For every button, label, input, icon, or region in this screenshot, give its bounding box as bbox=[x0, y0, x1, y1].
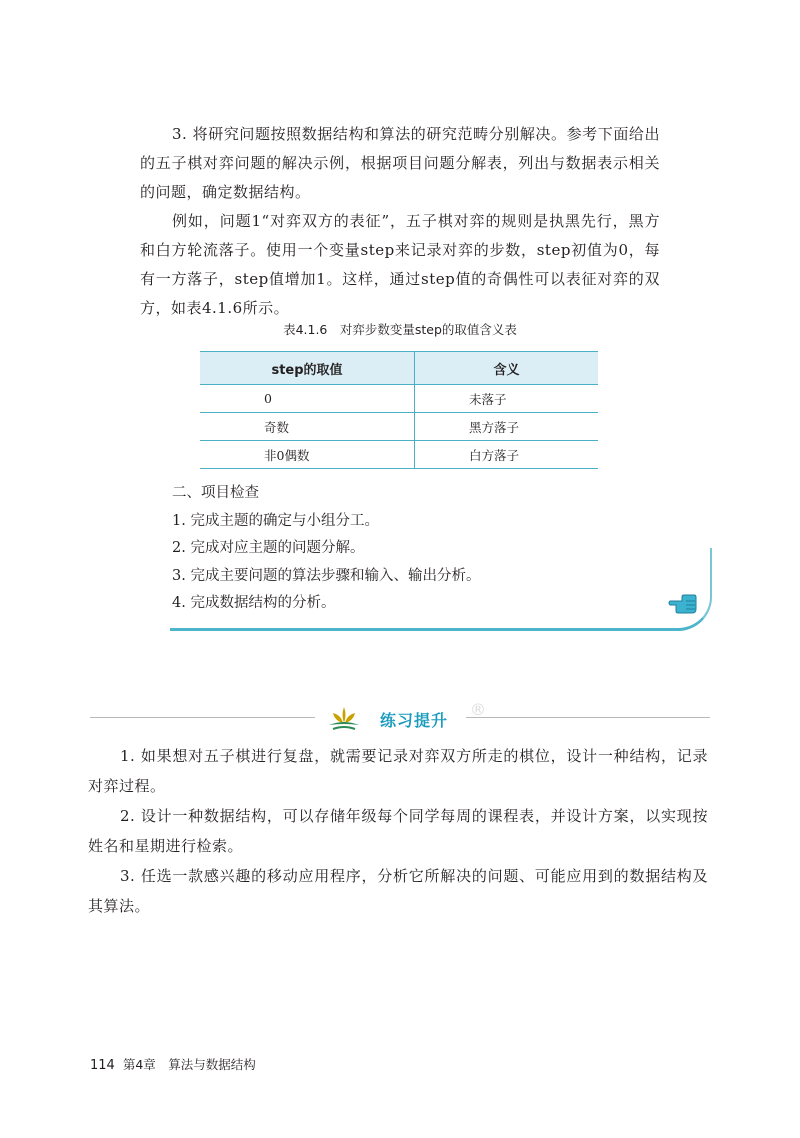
column-header-meaning: 含义 bbox=[415, 352, 599, 385]
step-meaning-table bbox=[200, 351, 598, 469]
page-footer bbox=[90, 1055, 256, 1073]
checklist-title: 二、项目检查 bbox=[172, 485, 259, 501]
checklist-item: 4. 完成数据结构的分析。 bbox=[172, 595, 336, 611]
paragraph-example: 例如，问题1“对弈双方的表征”，五子棋对弈的规则是执黑先行，黑方和白方轮流落子。使用一个变量step来记录对弈的步数，step初值为0，每有一方落子，step值增加1。这样，通过step值的奇偶性可以表征对弈的双方，如表4.1.6所示。 bbox=[140, 212, 660, 317]
page-number: 114 bbox=[90, 1058, 115, 1073]
table-row bbox=[200, 385, 598, 413]
table-cell: 0 bbox=[200, 385, 415, 413]
checklist-item: 2. 完成对应主题的问题分解。 bbox=[172, 540, 365, 556]
exercise-item: 1. 如果想对五子棋进行复盘，就需要记录对弈双方所走的棋位，设计一种结构，记录对弈过程。 bbox=[88, 747, 708, 795]
activity-box-border bbox=[170, 548, 712, 631]
table-cell: 黑方落子 bbox=[415, 413, 599, 441]
table-cell: 奇数 bbox=[200, 413, 415, 441]
table-cell: 非0偶数 bbox=[200, 441, 415, 469]
pointing-hand-icon bbox=[668, 593, 698, 619]
lotus-logo-icon bbox=[327, 703, 361, 737]
table-header-row bbox=[200, 352, 598, 385]
section-title-practice: 练习提升 bbox=[380, 711, 449, 730]
checklist-item: 1. 完成主题的确定与小组分工。 bbox=[172, 512, 379, 529]
table-cell: 未落子 bbox=[415, 385, 599, 413]
paragraph-step3: 3. 将研究问题按照数据结构和算法的研究范畴分别解决。参考下面给出的五子棋对弈问题的解决示例，根据项目问题分解表，列出与数据表示相关的问题，确定数据结构。 bbox=[140, 125, 660, 201]
column-header-step: step的取值 bbox=[200, 352, 415, 385]
section-divider-left bbox=[90, 717, 315, 718]
exercise-item: 2. 设计一种数据结构，可以存储年级每个同学每周的课程表，并设计方案，以实现按姓名和星期进行检索。 bbox=[88, 807, 708, 855]
exercise-item: 3. 任选一款感兴趣的移动应用程序，分析它所解决的问题、可能应用到的数据结构及其算法。 bbox=[88, 867, 708, 915]
table-row bbox=[200, 441, 598, 469]
checklist-item: 3. 完成主要问题的算法步骤和输入、输出分析。 bbox=[172, 567, 481, 584]
table-row bbox=[200, 413, 598, 441]
chapter-title: 第4章 算法与数据结构 bbox=[122, 1057, 256, 1072]
section-divider-right bbox=[466, 717, 710, 718]
table-caption: 表4.1.6 对弈步数变量step的取值含义表 bbox=[283, 322, 517, 337]
registered-watermark-icon: ® bbox=[470, 700, 486, 719]
table-cell: 白方落子 bbox=[415, 441, 599, 469]
